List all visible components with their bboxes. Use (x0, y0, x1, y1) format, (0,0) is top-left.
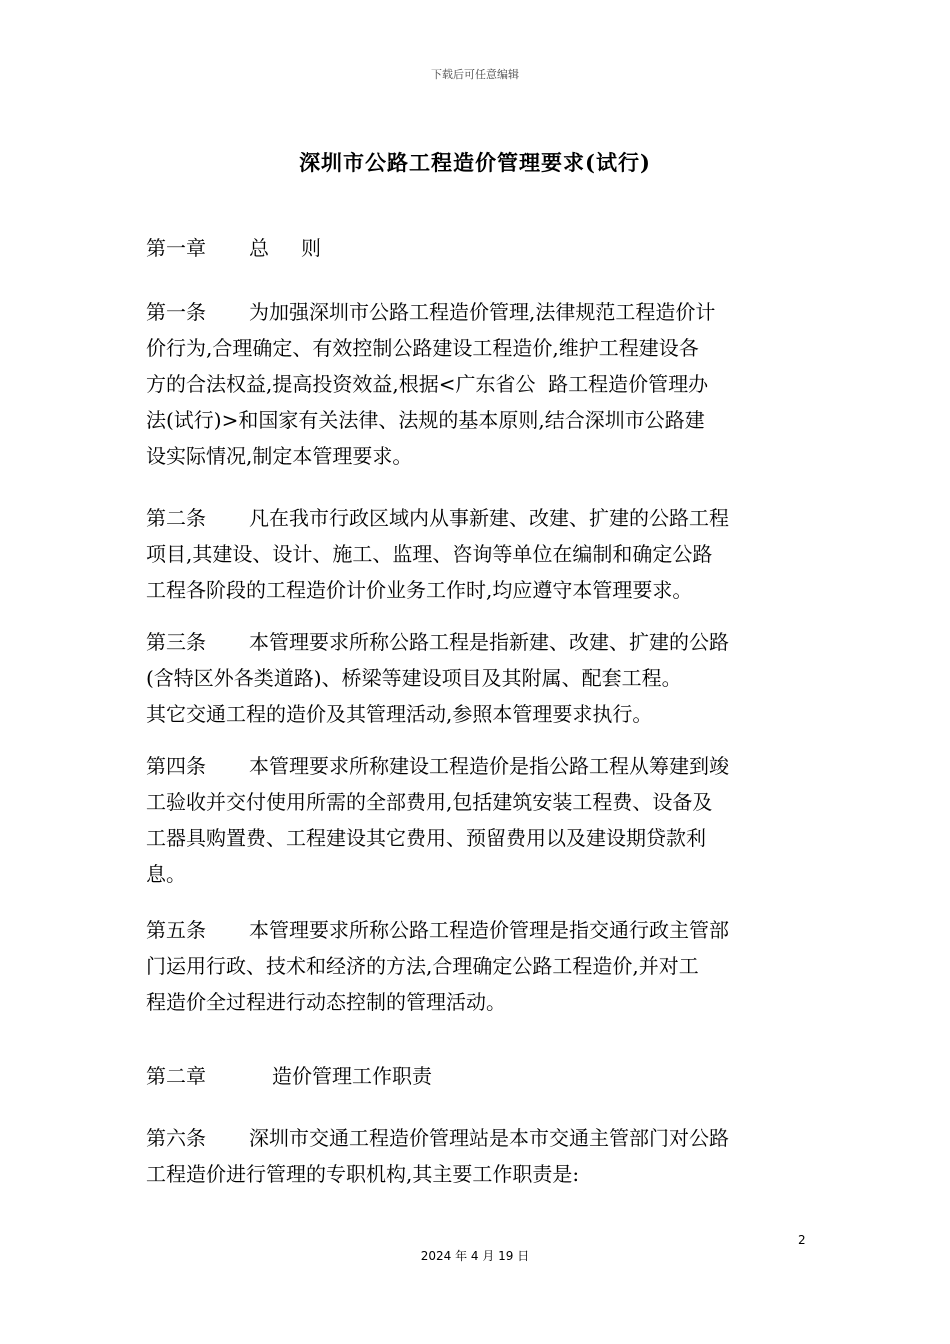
header-note: 下载后可任意编辑 (431, 68, 519, 81)
article-5-line: 程造价全过程进行动态控制的管理活动。 (146, 990, 506, 1014)
article-1-line: 为加强深圳市公路工程造价管理,法律规范工程造价计 (249, 300, 716, 324)
article-4-line: 息。 (146, 862, 186, 886)
chapter-2-label: 第二章 (146, 1064, 206, 1088)
article-1-line: 法(试行)>和国家有关法律、法规的基本原则,结合深圳市公路建 (146, 408, 705, 432)
article-3-label: 第三条 (146, 630, 206, 654)
article-3-line: (含特区外各类道路)、桥梁等建设项目及其附属、配套工程。 (146, 666, 682, 690)
chapter-1-title-char-2: 则 (301, 236, 321, 260)
article-3-line: 本管理要求所称公路工程是指新建、改建、扩建的公路 (249, 630, 729, 654)
article-5 (146, 912, 816, 1020)
article-2-line: 凡在我市行政区域内从事新建、改建、扩建的公路工程 (249, 506, 729, 530)
chapter-2-title: 造价管理工作职责 (272, 1064, 432, 1088)
article-5-label: 第五条 (146, 918, 206, 942)
article-6-label: 第六条 (146, 1126, 206, 1150)
article-6-line: 工程造价进行管理的专职机构,其主要工作职责是: (146, 1162, 580, 1186)
article-2-line: 项目,其建设、设计、施工、监理、咨询等单位在编制和确定公路 (146, 542, 713, 566)
article-2-line: 工程各阶段的工程造价计价业务工作时,均应遵守本管理要求。 (146, 578, 693, 602)
article-2 (146, 500, 816, 608)
article-4 (146, 748, 816, 892)
chapter-1-heading (146, 230, 816, 266)
article-4-line: 工验收并交付使用所需的全部费用,包括建筑安装工程费、设备及 (146, 790, 713, 814)
article-3-line: 其它交通工程的造价及其管理活动,参照本管理要求执行。 (146, 702, 653, 726)
article-1 (146, 294, 816, 474)
chapter-1-label: 第一章 (146, 236, 206, 260)
article-6 (146, 1120, 816, 1192)
chapter-1-title-char-1: 总 (249, 236, 269, 260)
article-2-label: 第二条 (146, 506, 206, 530)
article-6-line: 深圳市交通工程造价管理站是本市交通主管部门对公路 (249, 1126, 729, 1150)
page-number: 2 (798, 1233, 806, 1247)
article-1-label: 第一条 (146, 300, 206, 324)
article-1-line: 价行为,合理确定、有效控制公路建设工程造价,维护工程建设各 (146, 336, 699, 360)
article-4-label: 第四条 (146, 754, 206, 778)
footer-date: 2024 年 4 月 19 日 (420, 1249, 530, 1263)
article-5-line: 本管理要求所称公路工程造价管理是指交通行政主管部 (249, 918, 729, 942)
document-title: 深圳市公路工程造价管理要求(试行) (299, 150, 651, 175)
article-5-line: 门运用行政、技术和经济的方法,合理确定公路工程造价,并对工 (146, 954, 699, 978)
article-1-line: 设实际情况,制定本管理要求。 (146, 444, 413, 468)
article-4-line: 本管理要求所称建设工程造价是指公路工程从筹建到竣 (249, 754, 729, 778)
article-1-line: 方的合法权益,提高投资效益,根据<广东省公 路工程造价管理办 (146, 372, 709, 396)
chapter-2-heading (146, 1058, 816, 1094)
article-3 (146, 624, 816, 732)
article-4-line: 工器具购置费、工程建设其它费用、预留费用以及建设期贷款利 (146, 826, 706, 850)
